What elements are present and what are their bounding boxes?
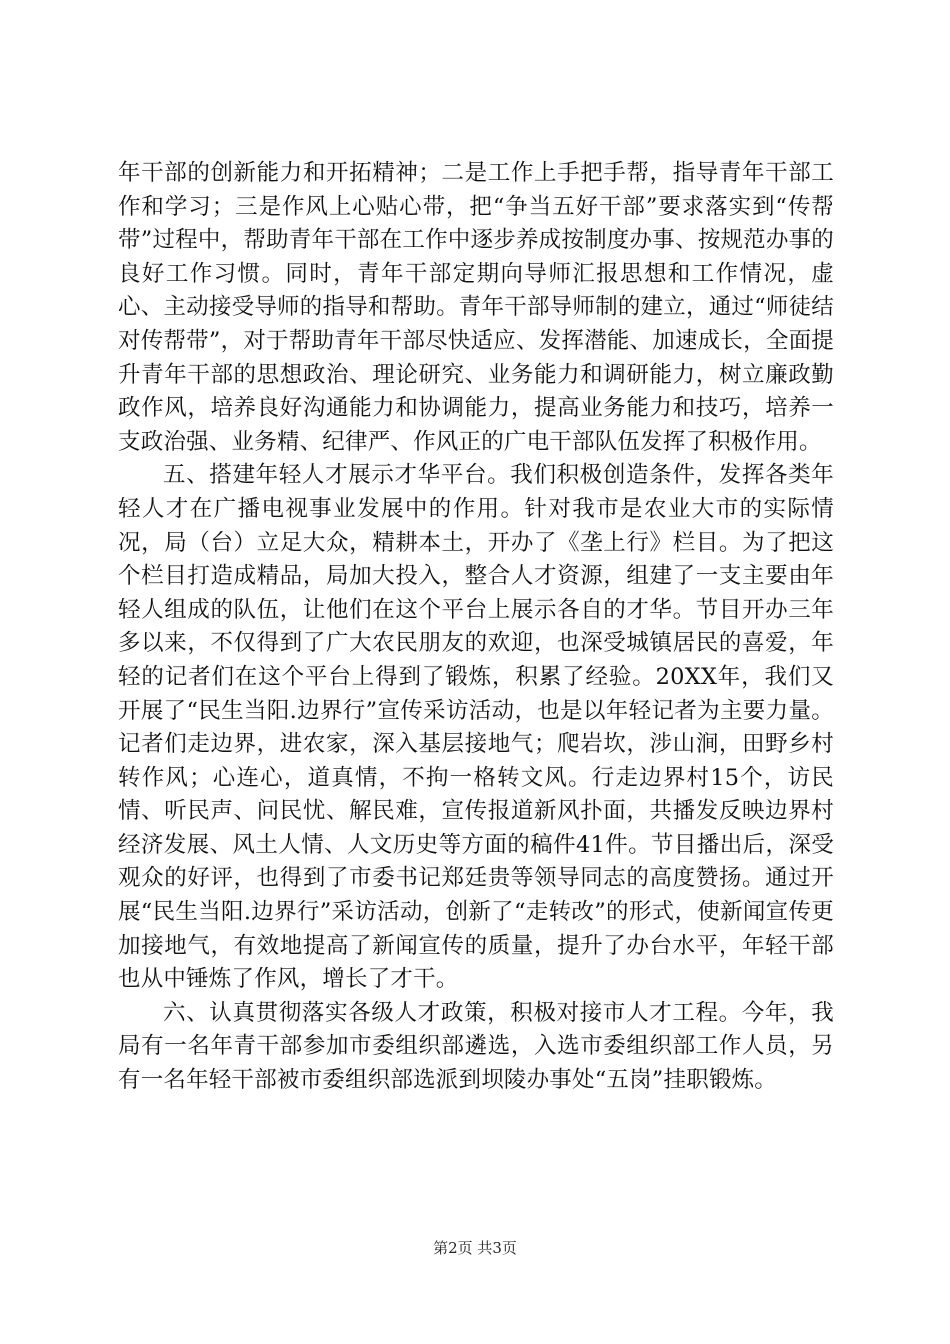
paragraph-section-six: 六、认真贯彻落实各级人才政策，积极对接市人才工程。今年，我局有一名年青干部参加市委组织部遴选，入选市委组织部工作人员，另有一名年轻干部被市委组织部选派到坝陵办事处“五岗”挂职锻炼。 <box>118 999 834 1094</box>
paragraph-continued: 年干部的创新能力和开拓精神；二是工作上手把手帮，指导青年干部工作和学习；三是作风上心贴心带，把“争当五好干部”要求落实到“传帮带”过程中，帮助青年干部在工作中逐步养成按制度办事、按规范办事的良好工作习惯。同时，青年干部定期向导师汇报思想和工作情况，虚心、主动接受导师的指导和帮助。青年干部导师制的建立，通过“师徒结对传帮带”，对于帮助青年干部尽快适应、发挥潜能、加速成长，全面提升青年干部的思想政治、理论研究、业务能力和调研能力，树立廉政勤政作风，培养良好沟通能力和协调能力，提高业务能力和技巧，培养一支政治强、业务精、纪律严、作风正的广电干部队伍发挥了积极作用。 <box>118 160 834 455</box>
body-text <box>118 157 834 1098</box>
paragraph-section-five: 五、搭建年轻人才展示才华平台。我们积极创造条件，发挥各类年轻人才在广播电视事业发展中的作用。针对我市是农业大市的实际情况，局（台）立足大众，精耕本土，开办了《垄上行》栏目。为了把这个栏目打造成精品，局加大投入，整合人才资源，组建了一支主要由年轻人组成的队伍，让他们在这个平台上展示各自的才华。节目开办三年多以来，不仅得到了广大农民朋友的欢迎，也深受城镇居民的喜爱，年轻的记者们在这个平台上得到了锻炼，积累了经验。20XX年，我们又开展了“民生当阳.边界行”宣传采访活动，也是以年轻记者为主要力量。记者们走边界，进农家，深入基层接地气；爬岩坎，涉山涧，田野乡村转作风；心连心，道真情，不拘一格转文风。行走边界村15个，访民情、听民声、问民忧、解民难，宣传报道新风扑面，共播发反映边界村经济发展、风土人情、人文历史等方面的稿件41件。节目播出后，深受观众的好评，也得到了市委书记郑廷贵等领导同志的高度赞扬。通过开展“民生当阳.边界行”采访活动，创新了“走转改”的形式，使新闻宣传更加接地气，有效地提高了新闻宣传的质量，提升了办台水平，年轻干部也从中锤炼了作风，增长了才干。 <box>118 462 834 993</box>
page-footer: 第2页 共3页 <box>433 1239 517 1257</box>
